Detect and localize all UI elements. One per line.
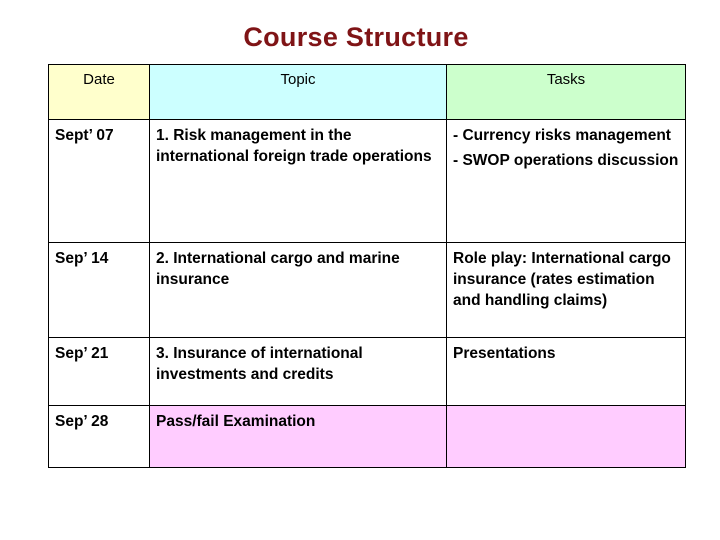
table-row xyxy=(49,338,686,406)
topic-cell: 2. International cargo and marine insurance xyxy=(150,243,447,338)
course-table xyxy=(48,64,686,468)
task-item: Role play: International cargo insurance (rates estimation and handling claims) xyxy=(453,250,671,309)
page-title: Course Structure xyxy=(243,22,469,52)
header-date: Date xyxy=(49,65,150,120)
topic-cell: 3. Insurance of international investments and credits xyxy=(150,338,447,406)
tasks-cell xyxy=(447,120,686,243)
task-item: - SWOP operations discussion xyxy=(453,152,679,169)
table-row xyxy=(49,243,686,338)
header-topic: Topic xyxy=(150,65,447,120)
task-item: Presentations xyxy=(453,345,556,362)
date-cell: Sep’ 21 xyxy=(49,338,150,406)
task-item: - Currency risks management xyxy=(453,127,671,144)
header-tasks: Tasks xyxy=(447,65,686,120)
date-cell: Sep’ 28 xyxy=(49,406,150,468)
date-cell: Sep’ 14 xyxy=(49,243,150,338)
table-header-row xyxy=(49,65,686,120)
table-row xyxy=(49,406,686,468)
table-row xyxy=(49,120,686,243)
exam-cell: Pass/fail Examination xyxy=(150,406,447,468)
tasks-cell xyxy=(447,243,686,338)
date-cell: Sept’ 07 xyxy=(49,120,150,243)
tasks-cell-empty xyxy=(447,406,686,468)
tasks-cell xyxy=(447,338,686,406)
topic-cell: 1. Risk management in the international foreign trade operations xyxy=(150,120,447,243)
